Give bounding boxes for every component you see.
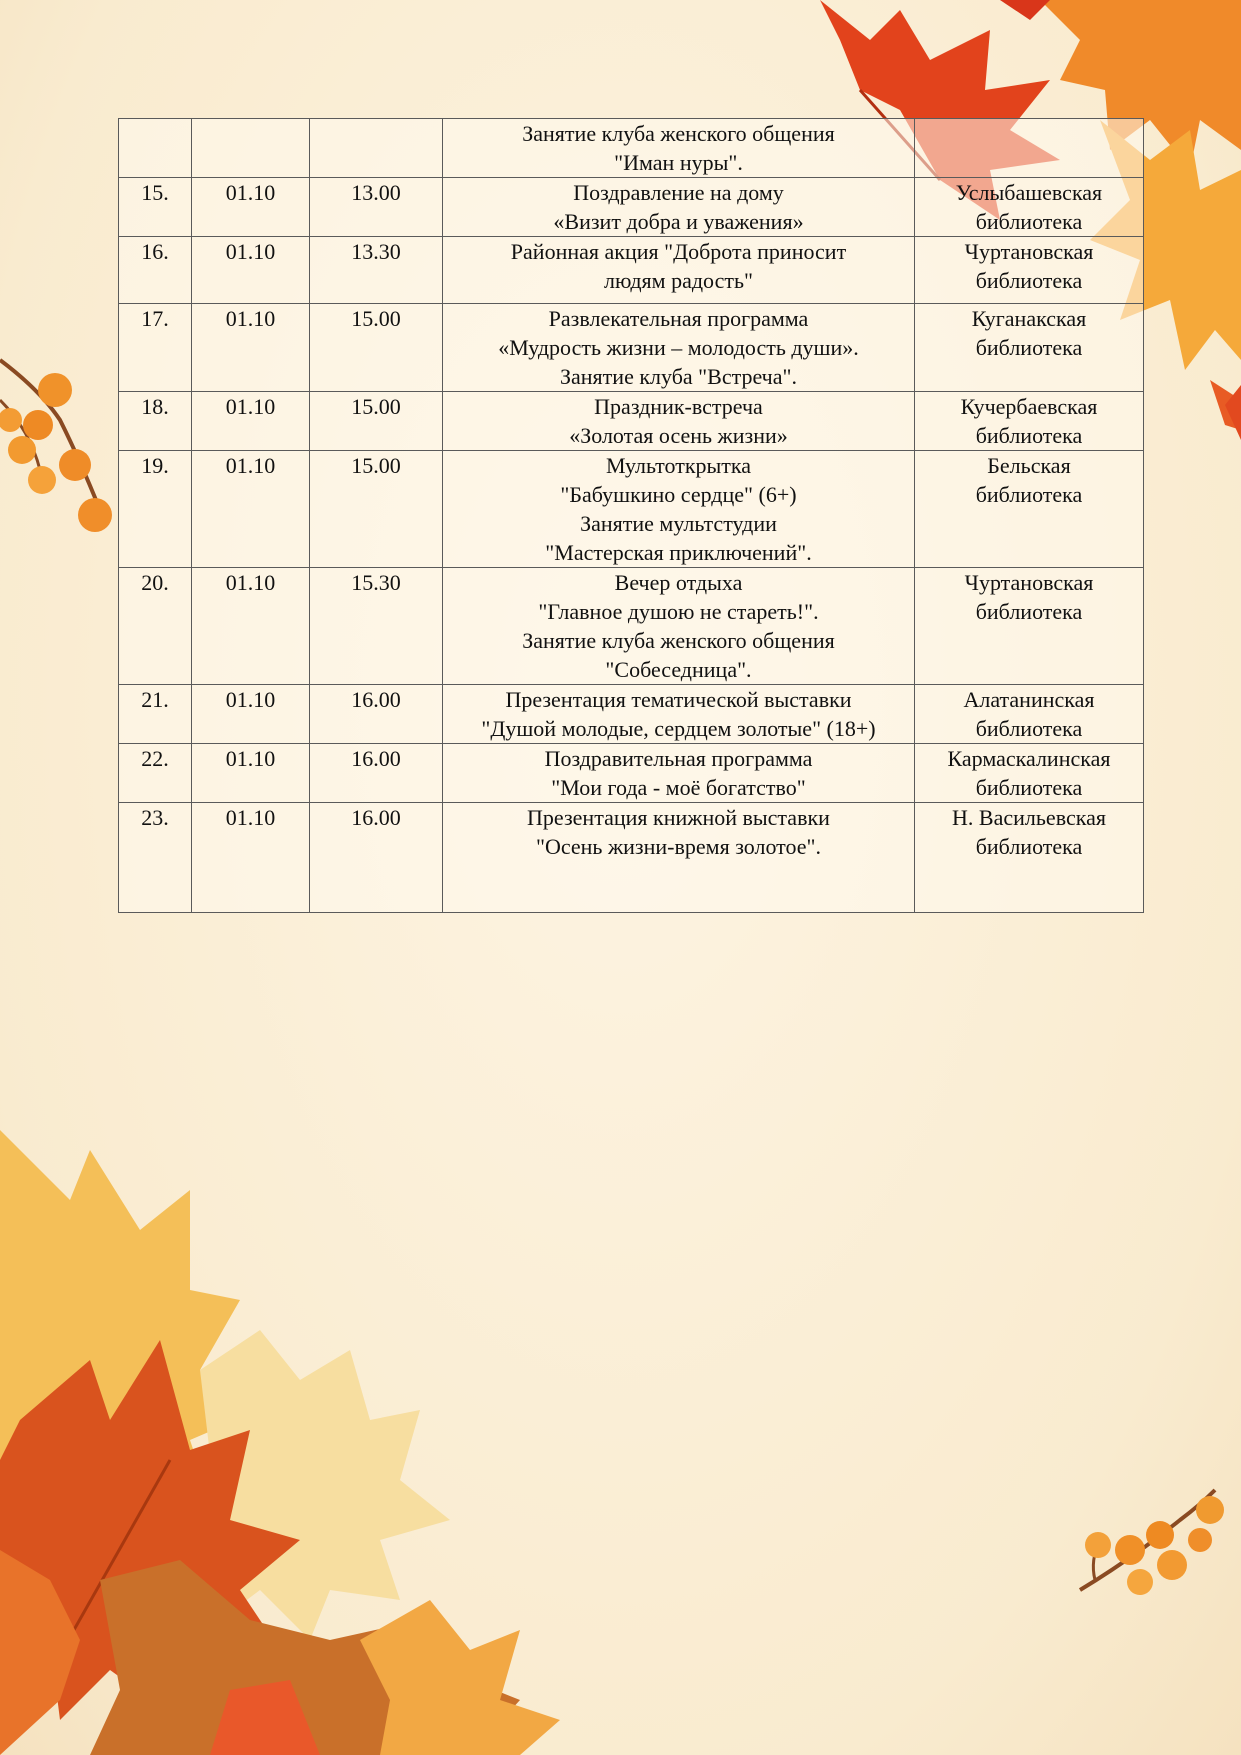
event-description	[443, 744, 915, 803]
event-description-line: людям радость"	[604, 268, 753, 293]
table-row	[119, 451, 1144, 568]
event-time: 15.00	[310, 392, 443, 451]
rowan-berries-icon	[0, 360, 112, 532]
event-time: 15.00	[310, 451, 443, 568]
event-time	[310, 119, 443, 178]
event-location-line: библиотека	[975, 775, 1083, 800]
row-number: 20.	[119, 568, 192, 685]
event-time: 15.00	[310, 304, 443, 392]
event-location	[915, 568, 1144, 685]
event-location-line: библиотека	[975, 716, 1083, 741]
event-date: 01.10	[192, 568, 310, 685]
event-location-line: Чуртановская	[964, 239, 1094, 264]
table-row	[119, 685, 1144, 744]
rowan-berries-icon	[1080, 1490, 1224, 1595]
event-location	[915, 178, 1144, 237]
table-row	[119, 803, 1144, 913]
event-location-line: Кармаскалинская	[947, 746, 1111, 771]
event-description-line: «Визит добра и уважения»	[553, 209, 804, 234]
event-location	[915, 304, 1144, 392]
event-description	[443, 304, 915, 392]
event-description-line: "Мои года - моё богатство"	[551, 775, 806, 800]
row-number: 21.	[119, 685, 192, 744]
table-row	[119, 568, 1144, 685]
event-time: 15.30	[310, 568, 443, 685]
event-location	[915, 392, 1144, 451]
event-description	[443, 119, 915, 178]
table-row	[119, 237, 1144, 304]
event-description-line: "Иман нуры".	[614, 150, 743, 175]
event-location-line: библиотека	[975, 335, 1083, 360]
event-description	[443, 451, 915, 568]
row-number: 16.	[119, 237, 192, 304]
event-location-line: библиотека	[975, 423, 1083, 448]
event-description-line: Праздник-встреча	[594, 394, 763, 419]
row-number: 17.	[119, 304, 192, 392]
row-number: 15.	[119, 178, 192, 237]
event-description	[443, 685, 915, 744]
event-description-line: «Золотая осень жизни»	[569, 423, 788, 448]
event-date: 01.10	[192, 304, 310, 392]
event-description-line: Развлекательная программа	[548, 306, 809, 331]
event-description-line: "Собеседница".	[605, 657, 752, 682]
events-table	[118, 118, 1144, 913]
event-description-line: Поздравительная программа	[544, 746, 813, 771]
event-location-line: библиотека	[975, 209, 1083, 234]
event-time: 13.00	[310, 178, 443, 237]
table-row	[119, 119, 1144, 178]
event-time: 16.00	[310, 685, 443, 744]
event-date: 01.10	[192, 392, 310, 451]
event-description-line: Занятие клуба "Встреча".	[560, 364, 797, 389]
event-description-line: Презентация книжной выставки	[527, 805, 830, 830]
event-time: 16.00	[310, 744, 443, 803]
event-location-line: Бельская	[987, 453, 1071, 478]
event-date: 01.10	[192, 685, 310, 744]
event-location-line: библиотека	[975, 268, 1083, 293]
event-date: 01.10	[192, 744, 310, 803]
event-location-line: Н. Васильевская	[952, 805, 1106, 830]
event-description-line: Занятие клуба женского общения	[522, 628, 835, 653]
event-location-line: библиотека	[975, 834, 1083, 859]
event-location-line: Куганакская	[971, 306, 1087, 331]
event-location	[915, 237, 1144, 304]
event-description-line: "Осень жизни-время золотое".	[535, 834, 821, 859]
event-description-line: Районная акция "Доброта приносит	[510, 239, 847, 264]
maple-leaf-icon	[360, 1600, 560, 1755]
event-description-line: «Мудрость жизни – молодость души».	[498, 335, 859, 360]
event-location	[915, 119, 1144, 178]
event-description-line: Занятие клуба женского общения	[522, 121, 835, 146]
event-description-line: "Мастерская приключений".	[545, 540, 812, 565]
event-description-line: "Душой молодые, сердцем золотые" (18+)	[481, 716, 876, 741]
event-time: 13.30	[310, 237, 443, 304]
row-number: 19.	[119, 451, 192, 568]
event-description-line: Презентация тематической выставки	[505, 687, 852, 712]
event-description	[443, 178, 915, 237]
event-time: 16.00	[310, 803, 443, 913]
event-description-line: "Бабушкино сердце" (6+)	[560, 482, 797, 507]
event-location-line: библиотека	[975, 482, 1083, 507]
event-date: 01.10	[192, 178, 310, 237]
event-location-line: библиотека	[975, 599, 1083, 624]
table-row	[119, 178, 1144, 237]
event-location-line: Услыбашевская	[955, 180, 1103, 205]
event-description	[443, 803, 915, 913]
event-date: 01.10	[192, 451, 310, 568]
event-date: 01.10	[192, 803, 310, 913]
event-location	[915, 451, 1144, 568]
event-description-line: "Главное душою не стареть!".	[538, 599, 819, 624]
event-description-line: Мультоткрытка	[605, 453, 752, 478]
event-location	[915, 803, 1144, 913]
row-number: 18.	[119, 392, 192, 451]
event-location-line: Кучербаевская	[960, 394, 1098, 419]
event-location	[915, 744, 1144, 803]
row-number: 22.	[119, 744, 192, 803]
event-description	[443, 568, 915, 685]
event-location-line: Чуртановская	[964, 570, 1094, 595]
table-row	[119, 744, 1144, 803]
table-row	[119, 392, 1144, 451]
events-table-body	[119, 119, 1144, 913]
event-location-line: Алатанинская	[963, 687, 1095, 712]
event-description	[443, 392, 915, 451]
event-description-line: Вечер отдыха	[614, 570, 743, 595]
table-row	[119, 304, 1144, 392]
event-description-line: Поздравление на дому	[573, 180, 784, 205]
row-number: 23.	[119, 803, 192, 913]
event-description-line: Занятие мультстудии	[580, 511, 777, 536]
event-date: 01.10	[192, 237, 310, 304]
event-description	[443, 237, 915, 304]
event-location	[915, 685, 1144, 744]
row-number	[119, 119, 192, 178]
event-date	[192, 119, 310, 178]
